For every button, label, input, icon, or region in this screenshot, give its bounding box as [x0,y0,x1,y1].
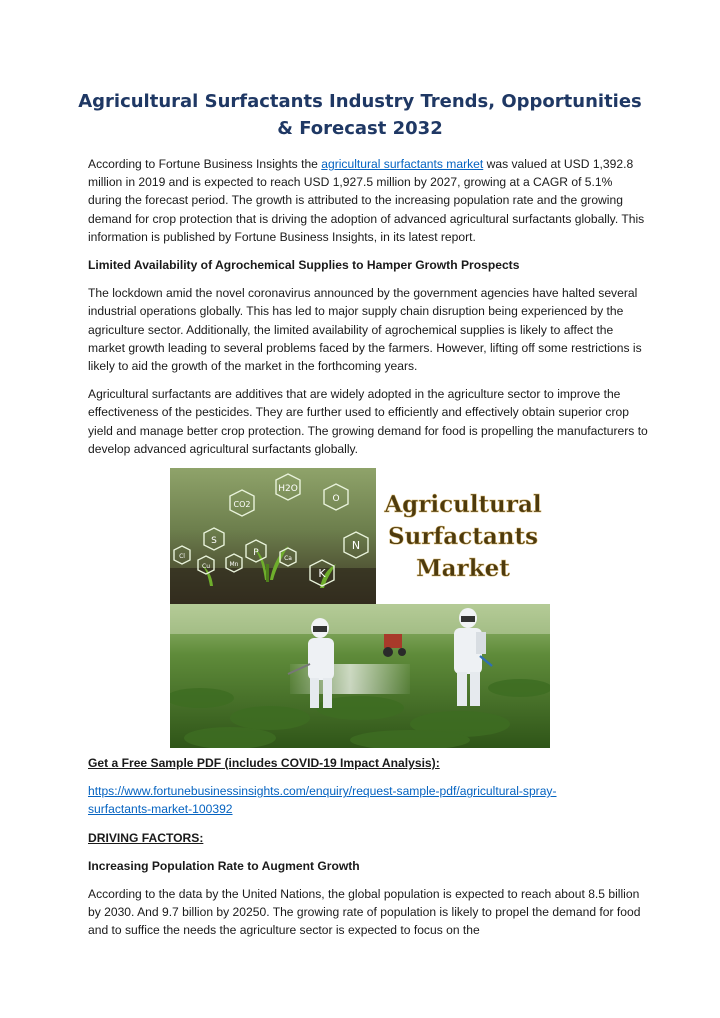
driving-factors-label [88,829,648,847]
intro-text-before: According to Fortune Business Insights the [88,157,322,171]
sample-label-text: Get a Free Sample PDF (includes COVID-19 Impact Analysis): [88,756,440,771]
banner-line-1: Agricultural [384,491,542,519]
surfactants-paragraph: Agricultural surfactants are additives that are widely adopted in the agriculture sector to improve the effectiveness of the pesticides. They are further used to efficiently and effectively obtain superior crop yield and manage better crop protection. The growing demand for food is propelling the manufacturers to develop advanced agricultural surfactants globally. [88,387,648,456]
banner-line-2: Surfactants [387,523,539,551]
section-heading-population: Increasing Population Rate to Augment Growth [88,858,360,873]
element-h2o: H2O [278,484,298,495]
element-s: S [211,536,217,547]
element-o: O [332,494,340,505]
driving-factors-text: DRIVING FACTORS: [88,830,204,845]
element-ca: Ca [284,555,292,563]
market-illustration [170,468,550,748]
element-cl: Cl [179,553,185,561]
sample-url-line-2: surfactants-market-100392 [88,802,233,817]
banner-line-3: Market [416,555,510,583]
sample-label [88,754,648,772]
element-mn: Mn [229,561,239,569]
sample-url-paragraph [88,782,648,818]
sample-url-line-1: https://www.fortunebusinessinsights.com/enquiry/request-sample-pdf/agricultural-spray- [88,784,557,799]
lockdown-paragraph: The lockdown amid the novel coronavirus announced by the government agencies have halted several industrial operations globally. This has led to major supply chain disruption being experienced by the agriculture sector. Additionally, the limited availability of agrochemical supplies is likely to affect the market growth leading to several problems faced by the farmers. However, lifting off some restrictions is likely to aid the growth of the market in the forthcoming years. [88,286,642,374]
section-heading-limited-availability: Limited Availability of Agrochemical Supplies to Hamper Growth Prospects [88,258,520,273]
market-link[interactable]: agricultural surfactants market [321,157,484,171]
intro-paragraph [88,155,648,246]
element-cu: Cu [202,563,210,571]
sample-pdf-link[interactable] [88,784,557,816]
population-paragraph: According to the data by the United Nations, the global population is expected to reach about 8.5 billion by 2030. And 9.7 billion by 20250. The growing rate of population is likely to propel the demand for food and to suffice the needs the agriculture sector is expected to focus on the [88,887,641,938]
element-p: P [253,548,259,559]
page-title: Agricultural Surfactants Industry Trends, Opportunities & Forecast 2032 [78,91,642,139]
element-k: K [318,567,326,581]
element-n: N [351,539,361,553]
document-body [88,155,648,950]
intro-text-after: was valued at USD 1,392.8 million in 2019 and is expected to reach USD 1,927.5 million by 2027, growing at a CAGR of 5.1% during the forecast period. The growth is attributed to the increasing population rate and the growing demand for crop protection that is driving the adoption of advanced agricultural surfactants globally. This information is published by Fortune Business Insights, in its latest report. [88,157,645,244]
element-co2: CO2 [233,500,251,510]
